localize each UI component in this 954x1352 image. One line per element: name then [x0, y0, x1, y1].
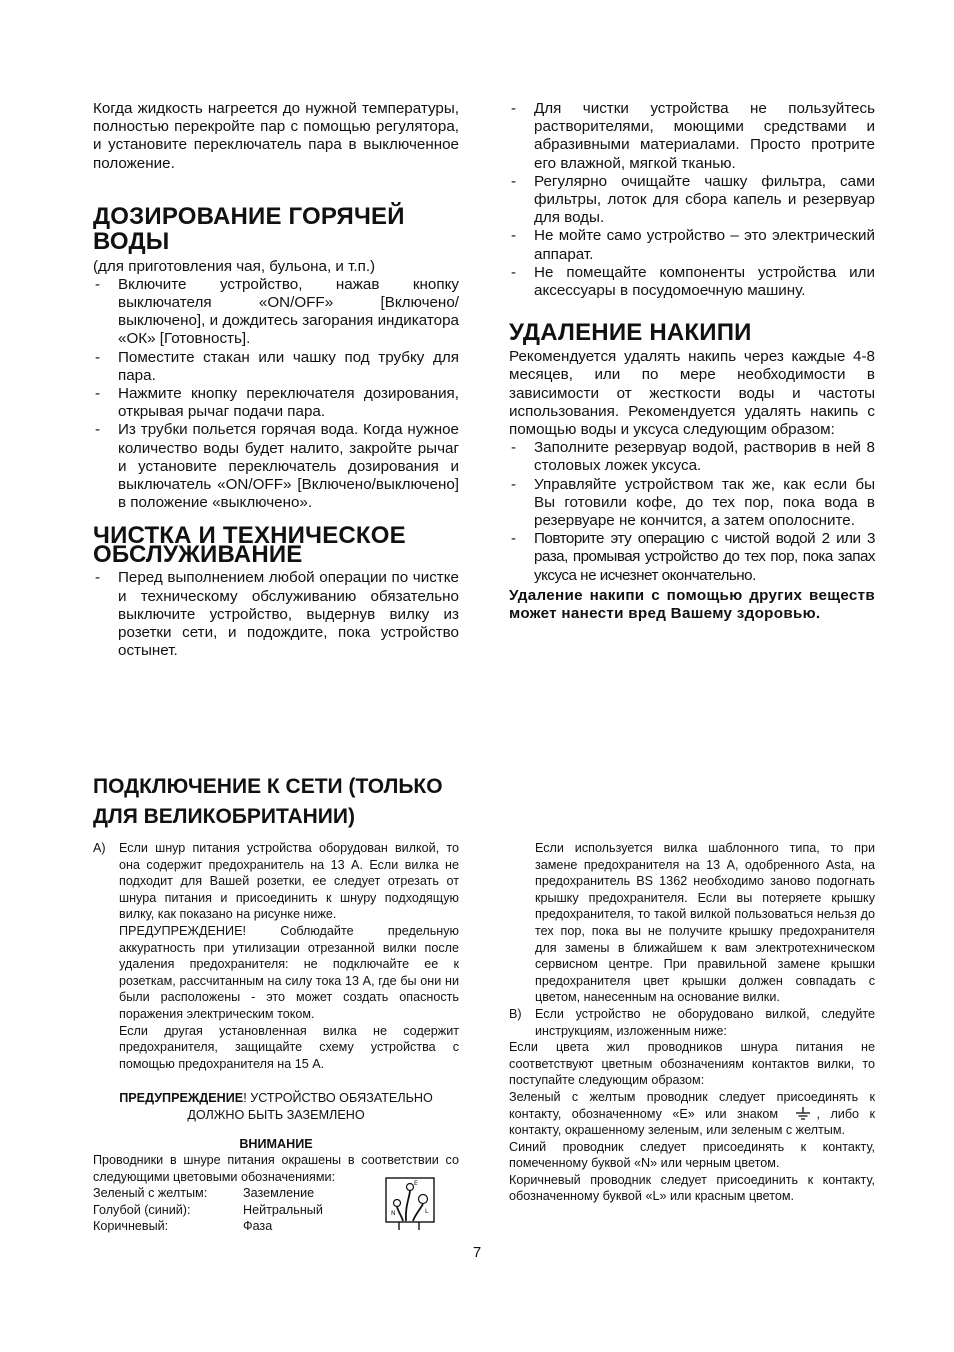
svg-text:L: L — [425, 1208, 429, 1216]
list-item: - Не помещайте компоненты устройства или аксессуары в посудомоечную машину. — [509, 264, 875, 300]
uk-heading-line-2: ДЛЯ ВЕЛИКОБРИТАНИИ) — [93, 805, 355, 828]
grounding-warning-bold: ПРЕДУПРЕЖДЕНИЕ — [119, 1091, 244, 1106]
uk-right-column — [509, 840, 875, 1205]
plug-wiring-diagram-icon — [385, 1177, 435, 1231]
cleaning-heading: ЧИСТКА И ТЕХНИЧЕСКОЕ ОБСЛУЖИВАНИЕ — [93, 522, 406, 569]
section-a-paragraph-1: Если шнур питания устройства оборудован вилкой, то она содержит предохранитель на 13 А. Если вилка не подходит для Вашей розетки, ее следует отрезать от шнура питания и присоединить к шнуру подходящую вилку, как показано на рисунке ниже. — [119, 841, 459, 922]
svg-text:N: N — [391, 1210, 396, 1218]
brown-wire-paragraph: Коричневый проводник следует присоединить к контакту, обозначенному буквой «L» или красным цветом. — [509, 1172, 875, 1204]
wire-color: Коричневый: — [93, 1219, 169, 1234]
descaling-intro: Рекомендуется удалять накипь через каждые 4-8 месяцев, или по мере необходимости в зависимости от жесткости воды и частоты использования. Рекомендуется удалять накипь с помощью воды и уксуса следующим образом: — [509, 348, 875, 439]
list-item: - Из трубки польется горячая вода. Когда нужное количество воды будет налито, закройте рычаг и установите переключатель дозирования и выключатель «ON/OFF» [Включено/выключено] в положение «выключено». — [93, 421, 459, 512]
wire-color: Зеленый с желтым: — [93, 1186, 208, 1201]
wire-color-table — [93, 1180, 459, 1235]
cleaning-steps-continued — [509, 100, 875, 300]
hot-water-subtitle: (для приготовления чая, бульона, и т.п.) — [93, 257, 376, 275]
list-item: - Для чистки устройства не пользуйтесь растворителями, моющими средствами и абразивными материалами. Просто протрите его влажной, мягкой тканью. — [509, 100, 875, 173]
intro-paragraph: Когда жидкость нагреется до нужной температуры, полностью перекройте пар с помощью регулятора, и установите переключатель пара в выключенное положение. — [93, 100, 459, 172]
section-a-paragraph-2: ПРЕДУПРЕЖДЕНИЕ! Соблюдайте предельную аккуратность при утилизации отрезанной вилки после удаления предохранителя: не подключайте ее к розеткам, рассчитанным на силу тока 13 А, где бы они ни были расположены - это может создать опасность поражения электрическим током. — [119, 923, 459, 1021]
grounding-warning-text: ! УСТРОЙСТВО ОБЯЗАТЕЛЬНО ДОЛЖНО БЫТЬ ЗАЗЕМЛЕНО — [187, 1091, 433, 1122]
wire-color: Голубой (синий): — [93, 1202, 191, 1217]
section-b — [509, 1006, 875, 1039]
svg-text:E: E — [414, 1180, 418, 1188]
list-item: - Перед выполнением любой операции по чистке и техническому обслуживанию обязательно выключите устройство, выдернув вилку из розетки сети, и подождите, пока устройство остынет. — [93, 569, 459, 660]
attention-heading: ВНИМАНИЕ — [239, 1136, 313, 1151]
wire-meaning: Нейтральный — [243, 1202, 323, 1217]
section-b-text: Если устройство не оборудовано вилкой, следуйте инструкциям, изложенным ниже: — [535, 1006, 875, 1038]
wire-mismatch-paragraph: Если цвета жил проводников шнура питания не соответствуют цветным обозначениям контактов вилки, то поступайте следующим образом: — [509, 1040, 875, 1088]
green-yellow-wire-paragraph: Зеленый с желтым проводник следует присоединять к контакту, обозначенному «E» или знаком , либо к контакту, окрашенному зеленым, или зеленым с желтым. — [509, 1089, 875, 1138]
wire-meaning: Заземление — [243, 1186, 315, 1201]
hot-water-steps — [93, 276, 459, 513]
uk-heading-line-1: ПОДКЛЮЧЕНИЕ К СЕТИ (ТОЛЬКО — [93, 775, 443, 798]
list-item: - Управляйте устройством так же, как если бы Вы готовили кофе, до тех пор, пока вода в резервуаре не кончится, а затем ополосните. — [509, 476, 875, 531]
cleaning-steps — [93, 569, 459, 660]
list-item: - Заполните резервуар водой, растворив в ней 8 столовых ложек уксуса. — [509, 439, 875, 475]
page-number: 7 — [472, 1244, 482, 1261]
earth-ground-icon — [795, 1107, 811, 1121]
descaling-steps — [509, 439, 875, 585]
top-left-column — [93, 100, 459, 660]
uk-heading — [93, 772, 513, 832]
section-a — [93, 840, 459, 1072]
template-plug-paragraph: Если используется вилка шаблонного типа, то при замене предохранителя на 13 А, одобренного Asta, на предохранитель BS 1362 необходимо заново подогнать крышку предохранителя. Если вы потеряете крышку предохранителя, то такой вилкой пользоваться нельзя до тех пор, пока вы не получите крышку предохранителя для замены в ближайшем к вам электротехническом сервисном центре. При правильной замене крышки предохранителя цвет крышки должен совпадать с цветом, нанесенным на основание вилки. — [535, 841, 875, 1005]
hot-water-heading: ДОЗИРОВАНИЕ ГОРЯЧЕЙ ВОДЫ — [93, 202, 405, 255]
list-item: - Регулярно очищайте чашку фильтра, сами фильтры, лоток для сбора капель и резервуар для воды. — [509, 173, 875, 228]
blue-wire-paragraph: Синий проводник следует присоединять к контакту, помеченному буквой «N» или черным цветом. — [509, 1139, 875, 1171]
list-item: - Не мойте само устройство – это электрический аппарат. — [509, 227, 875, 263]
list-item: - Повторите эту операцию с чистой водой 2 или 3 раза, промывая устройство до тех пор, пока запах уксуса не исчезнет окончательно. — [509, 530, 875, 585]
list-item: - Включите устройство, нажав кнопку выключателя «ON/OFF» [Включено/выключено], и дождитесь загорания индикатора «ОК» [Готовность]. — [93, 276, 459, 349]
descaling-warning: Удаление накипи с помощью других веществ может нанести вред Вашему здоровью. — [509, 586, 875, 623]
top-right-column — [509, 100, 875, 623]
uk-left-column — [93, 840, 459, 1235]
section-a-paragraph-3: Если другая установленная вилка не содержит предохранителя, защищайте схему устройства с помощью предохранителя на 15 А. — [119, 1023, 459, 1071]
grounding-warning — [93, 1090, 459, 1123]
descaling-heading: УДАЛЕНИЕ НАКИПИ — [509, 319, 752, 347]
section-a-label: A) — [93, 841, 106, 855]
list-item: - Нажмите кнопку переключателя дозирования, открывая рычаг подачи пара. — [93, 385, 459, 421]
list-item: - Поместите стакан или чашку под трубку для пара. — [93, 349, 459, 385]
section-b-label: B) — [509, 1006, 522, 1021]
attention-text: Проводники в шнуре питания окрашены в соответствии со следующими цветовыми обозначениями: — [93, 1153, 459, 1184]
wire-meaning: Фаза — [243, 1219, 273, 1234]
